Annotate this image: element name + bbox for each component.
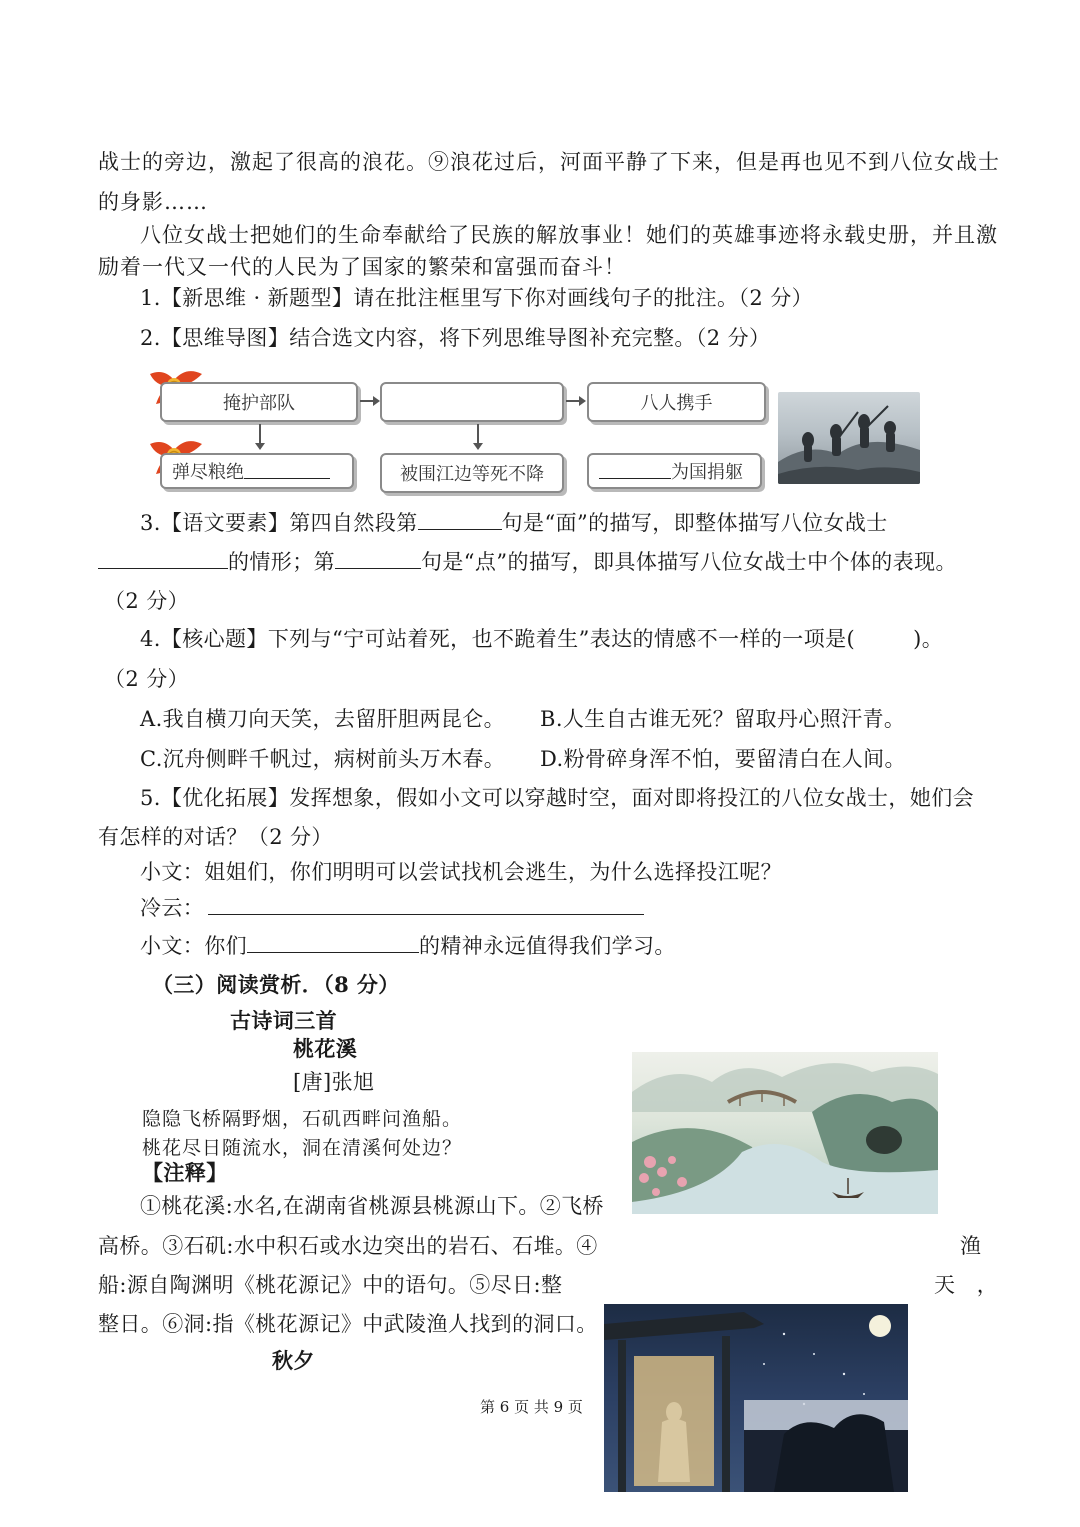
passage-line: 的身影…… [98,190,208,214]
blank-line[interactable] [599,464,671,479]
mindmap-box-sacrifice[interactable]: 为国捐躯 [587,453,762,489]
score: （2 分） [104,667,190,691]
question-1: 1.【新思维 · 新题型】请在批注框里写下你对画线句子的批注。（2 分） [140,286,813,310]
poem-line: 桃花尽日随流水，洞在清溪何处边？ [142,1137,463,1159]
passage-line: 八位女战士把她们的生命奉献给了民族的解放事业！她们的英雄事迹将永载史册，并且激 [140,223,998,247]
question-5-cont: 有怎样的对话？（2 分） [98,825,333,849]
question-3-cont: 的情形；第 句是“点”的描写，即具体描写八位女战士中个体的表现。 [98,550,957,573]
mindmap-box-out-of-supplies[interactable]: 弹尽粮绝 [160,453,354,489]
note-line: 高桥。③石矶:水中积石或水边突出的岩石、石堆。④ [98,1234,598,1258]
page-number: 第 6 页 共 9 页 [480,1398,583,1416]
question-2: 2.【思维导图】结合选文内容，将下列思维导图补充完整。（2 分） [140,326,771,350]
blank-line[interactable] [335,550,421,569]
mindmap-box-surrounded: 被围江边等死不降 [380,453,564,493]
mindmap-box-cover-troops: 掩护部队 [160,382,358,422]
poem-title: 桃花溪 [293,1036,358,1061]
poem-collection-title: 古诗词三首 [230,1008,337,1033]
blank-line[interactable] [98,550,228,569]
poem-author: [唐]张旭 [293,1070,375,1094]
blank-line[interactable] [418,511,502,530]
mindmap-box-blank[interactable] [380,382,564,422]
arrow-down-icon [477,424,479,444]
note-line: 整日。⑥洞:指《桃花源记》中武陵渔人找到的洞口。 [98,1312,598,1336]
option-d: D.粉骨碎身浑不怕，要留清白在人间。 [540,747,906,771]
arrow-right-icon [566,400,580,402]
poem-title: 秋夕 [272,1348,315,1373]
landscape-illustration [632,1052,938,1214]
note-line: ①桃花溪:水名,在湖南省桃源县桃源山下。②飞桥 [140,1194,604,1218]
score: （2 分） [104,589,190,613]
dialogue-line: 小文：你们 的精神永远值得我们学习。 [140,934,676,958]
passage-line: 战士的旁边，激起了很高的浪花。⑨浪花过后，河面平静了下来，但是再也见不到八位女战士 [98,150,1000,174]
passage-line: 励着一代又一代的人民为了国家的繁荣和富强而奋斗！ [98,255,626,279]
poem-line: 隐隐飞桥隔野烟，石矶西畔问渔船。 [142,1108,463,1130]
option-c: C.沉舟侧畔千帆过，病树前头万木春。 [140,747,506,771]
question-4: 4.【核心题】下列与“宁可站着死，也不跪着生”表达的情感不一样的一项是( )。 [140,627,944,651]
note-line: 渔 [960,1234,982,1258]
option-b: B.人生自古谁无死？留取丹心照汗青。 [540,707,906,731]
battle-illustration [778,392,920,484]
blank-line[interactable] [208,896,644,915]
notes-heading: 【注释】 [142,1160,228,1185]
arrow-right-icon [360,400,374,402]
note-line: 船:源自陶渊明《桃花源记》中的语句。⑤尽日:整 [98,1273,563,1297]
blank-line[interactable] [247,934,419,953]
note-line: 天 ， [934,1273,999,1297]
question-3: 3.【语文要素】第四自然段第 句是“面”的描写，即整体描写八位女战士 [140,511,888,535]
arrow-down-icon [259,424,261,444]
dialogue-line: 冷云： [140,896,644,919]
section-heading: （三）阅读赏析．（8 分） [152,972,400,997]
dialogue-line: 小文：姐姐们，你们明明可以尝试找机会逃生，为什么选择投江呢？ [140,860,782,884]
question-5: 5.【优化拓展】发挥想象，假如小文可以穿越时空，面对即将投江的八位女战士，她们会 [140,786,975,810]
night-pavilion-illustration [604,1304,908,1492]
option-a: A.我自横刀向天笑，去留肝胆两昆仑。 [140,707,506,731]
mindmap-box-eight-together: 八人携手 [587,382,766,422]
blank-line[interactable] [244,464,330,479]
